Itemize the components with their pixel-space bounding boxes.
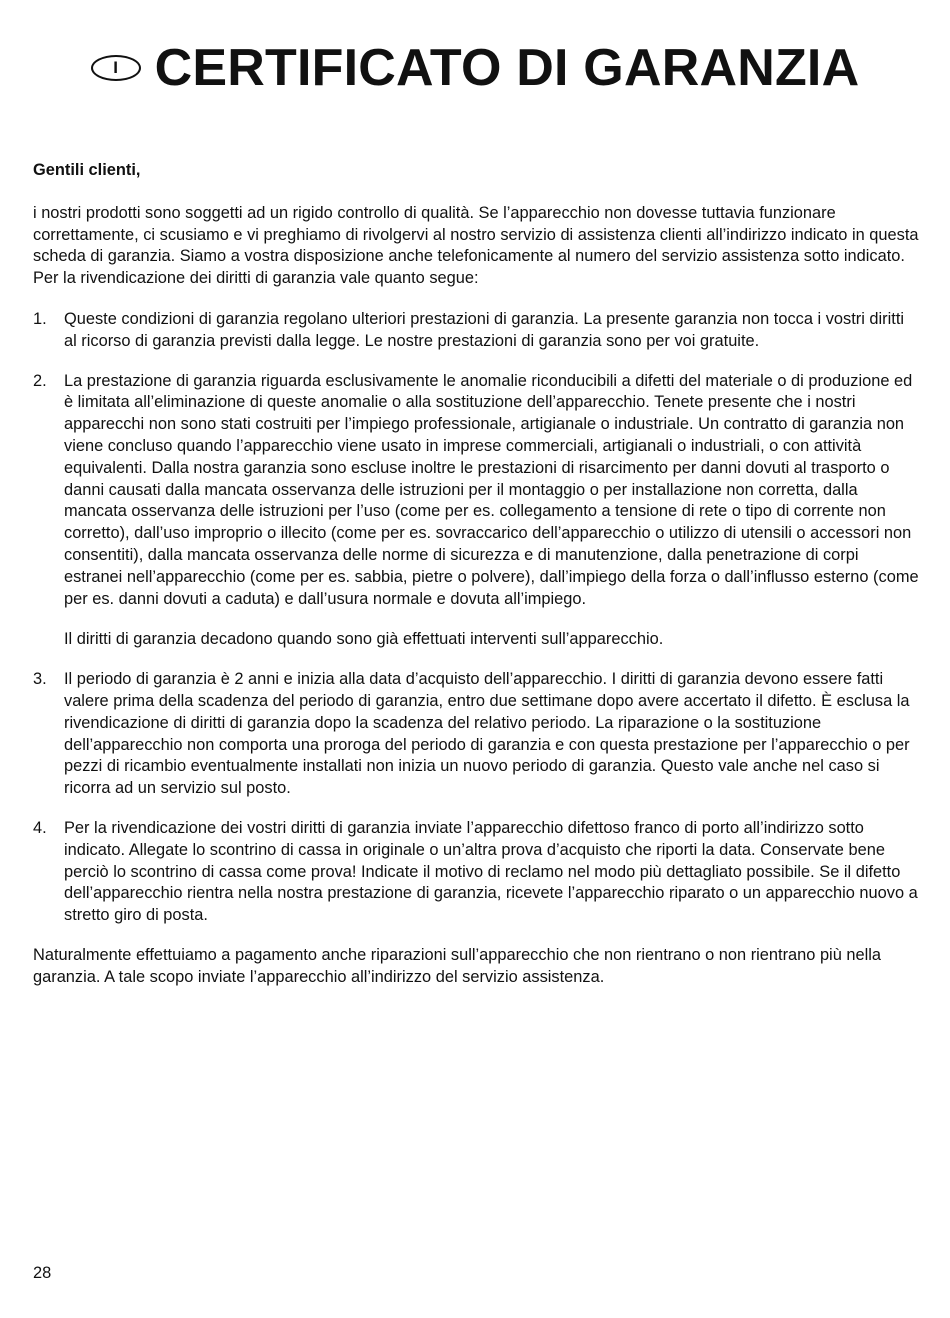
intro-paragraph: i nostri prodotti sono soggetti ad un rigido controllo di qualità. Se l’apparecchio non dovesse tuttavia funzionare correttamente, ci scusiamo e vi preghiamo di rivolgervi al nostro servizio di assistenza clienti all’indirizzo indicato in questa scheda di garanzia. Siamo a vostra disposizione anche telefonicamente al numero del servizio assistenza sotto indicato. Per la rivendicazione dei diritti di garanzia vale quanto segue: (33, 203, 919, 288)
condition-item-4 (33, 818, 919, 927)
item-paragraph: Per la rivendicazione dei vostri diritti di garanzia inviate l’apparecchio difettoso franco di porto all’indirizzo sotto indicato. Allegate lo scontrino di cassa in originale o un’altra prova d’acquisto che riporti la data. Conservate bene perciò lo scontrino di cassa come prova! Indicate il motivo di reclamo nel modo più dettagliato possibile. Se il difetto dell’apparecchio rientra nella nostra prestazione di garanzia, ricevete l’apparecchio riparato o un apparecchio nuovo a stretto giro di posta. (64, 818, 918, 925)
condition-item-3 (33, 669, 919, 800)
condition-item-2 (33, 371, 919, 652)
item-paragraph: Il diritti di garanzia decadono quando sono già effettuati interventi sull’apparecchio. (64, 630, 664, 649)
closing-paragraph: Naturalmente effettuiamo a pagamento anche riparazioni sull’apparecchio che non rientrano o non rientrano più nella garanzia. A tale scopo inviate l’apparecchio all’indirizzo del servizio assistenza. (33, 945, 881, 986)
item-body (64, 309, 919, 353)
item-number: 2. (33, 371, 47, 390)
item-paragraph: Queste condizioni di garanzia regolano ulteriori prestazioni di garanzia. La presente garanzia non tocca i vostri diritti al ricorso di garanzia previsti dalla legge. Le nostre prestazioni di garanzia sono per voi gratuite. (64, 309, 905, 350)
item-number: 4. (33, 818, 47, 837)
item-body (64, 371, 919, 652)
document-body (33, 160, 919, 989)
item-paragraph: Il periodo di garanzia è 2 anni e inizia alla data d’acquisto dell’apparecchio. I diritti di garanzia devono essere fatti valere prima della scadenza del periodo di garanzia, entro due settimane dopo avere accertato il difetto. È esclusa la rivendicazione di diritti di garanzia dopo la scadenza del relativo periodo. La riparazione o la sostituzione dell’apparecchio non comporta una proroga del periodo di garanzia e con questa prestazione per l’apparecchio o per pezzi di ricambio eventualmente installati non inizia un nuovo periodo di garanzia. Questo vale anche nel caso si ricorra ad un servizio sul posto. (64, 670, 910, 798)
greeting: Gentili clienti, (33, 161, 141, 179)
item-body (64, 669, 919, 800)
page-header (0, 39, 950, 97)
page-number: 28 (33, 1264, 52, 1282)
condition-item-1 (33, 309, 919, 353)
item-paragraph: La prestazione di garanzia riguarda esclusivamente le anomalie riconducibili a difetti del materiale o di produzione ed è limitata all’eliminazione di queste anomalie o alla sostituzione dell’apparecchio. Tenete presente che i nostri apparecchi non sono stati costruiti per l’impiego professionale, artigianale o industriale. Un contratto di garanzia non viene concluso quando l’apparecchio viene usato in imprese commerciali, artigianali o industriali, o con attività equivalenti. Dalla nostra garanzia sono escluse inoltre le prestazioni di risarcimento per danni dovuti al trasporto o danni causati dalla mancata osservanza delle istruzioni per il montaggio o per installazione non corretta, dalla mancata osservanza delle istruzioni per l’uso (come per es. collegamento a tensione di rete o tipo di corrente non corretto), dall’uso improprio o illecito (come per es. sovraccarico dell’apparecchio o utilizzo di utensili o accessori non consentiti), dalla mancata osservanza delle norme di sicurezza e di manutenzione, dalla penetrazione di corpi estranei nell’apparecchio (come per es. sabbia, pietre o polvere), dall’impiego della forza o dall’influsso esterno (come per es. danni dovuti a caduta) e dall’usura normale e dovuta all’impiego. (64, 371, 919, 608)
item-number: 1. (33, 309, 47, 328)
language-badge: I (91, 55, 141, 81)
item-body (64, 818, 919, 927)
page-title: CERTIFICATO DI GARANZIA (154, 39, 860, 97)
item-number: 3. (33, 670, 47, 689)
